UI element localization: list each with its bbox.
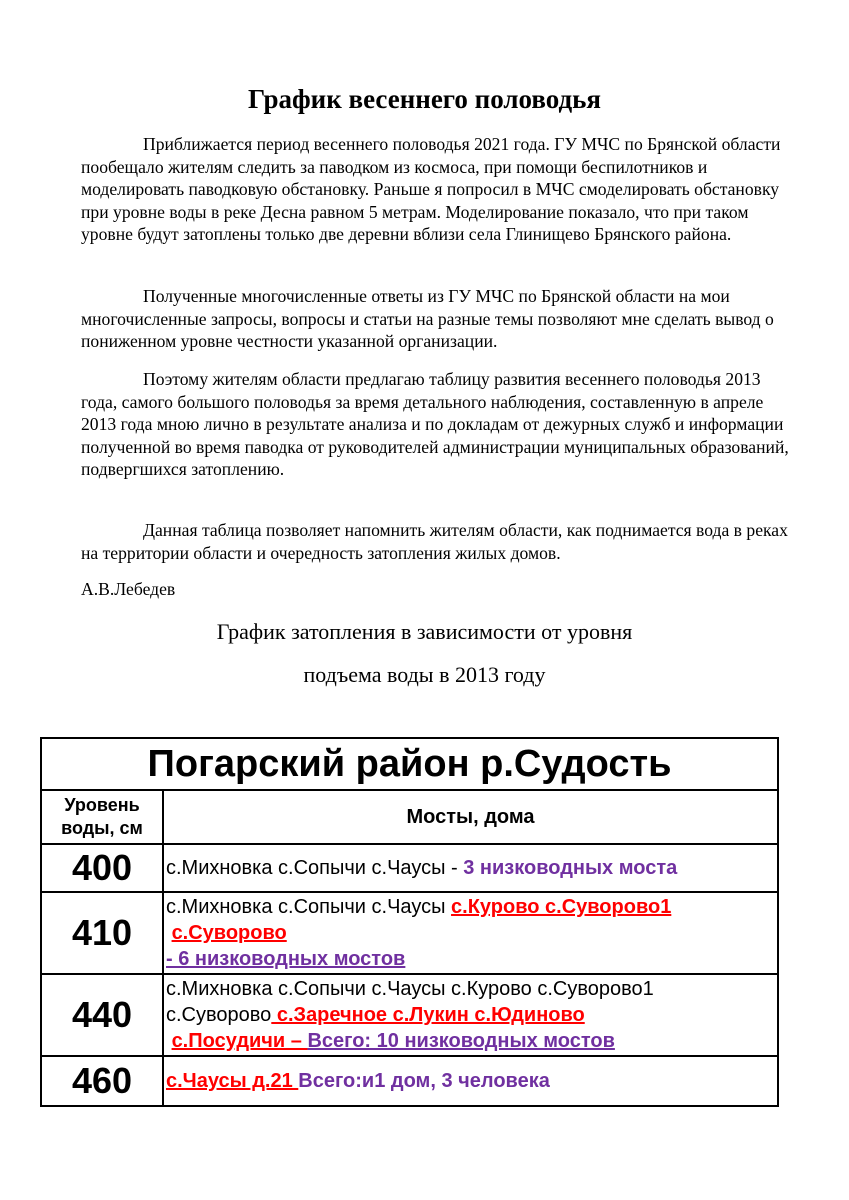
villages-text: с.Михновка с.Сопычи с.Чаусы - — [166, 857, 464, 879]
level-cell: 400 — [41, 844, 163, 892]
level-cell: 440 — [41, 974, 163, 1056]
table-row — [41, 844, 778, 892]
bridge-count-text: Всего: 10 низководных мостов — [307, 1030, 615, 1052]
flooded-villages-text-2: с.Суворово — [171, 922, 287, 944]
paragraph-3 — [81, 368, 791, 481]
villages-text-2: с.Суворово — [166, 1004, 272, 1026]
flood-table — [40, 737, 779, 1107]
villages-text: с.Михновка с.Сопычи с.Чаусы с.Курово с.Суворово1 — [166, 978, 654, 1000]
document-title: График весеннего половодья — [247, 84, 601, 114]
description-cell — [163, 892, 778, 974]
total-text: Всего:и1 дом, 3 человека — [298, 1070, 550, 1092]
flooded-houses-text: с.Чаусы д.21 — [166, 1070, 299, 1092]
column-header-level-line2: воды, см — [61, 818, 143, 838]
table-row — [41, 892, 778, 974]
level-cell: 410 — [41, 892, 163, 974]
table-row — [41, 1056, 778, 1106]
paragraph-4 — [81, 519, 791, 564]
paragraph-2-text: Полученные многочисленные ответы из ГУ МЧС по Брянской области на мои многочисленные запросы, вопросы и статьи на разные темы позволяют мне сделать вывод о пониженном уровне честности указанной организации. — [81, 286, 774, 352]
author-signature: А.В.Лебедев — [81, 579, 176, 599]
paragraph-2 — [81, 285, 791, 353]
paragraph-1-text: Приближается период весеннего половодья 2021 года. ГУ МЧС по Брянской области пообещало жителям следить за паводком из космоса, при помощи беспилотников и моделировать паводковую обстановку. Раньше я попросил в МЧС смоделировать обстановку при уровне воды в реке Десна равном 5 метрам. Моделирование показало, что при таком уровне будут затоплены только две деревни вблизи села Глинищево Брянского района. — [81, 134, 781, 245]
paragraph-3-text: Поэтому жителям области предлагаю таблицу развития весеннего половодья 2013 года, самого большого половодья за время детального наблюдения, составленную в апреле 2013 года мною лично в результате анализа и по докладам от дежурных служб и информации полученной во время паводка от руководителей администрации муниципальных образований, подвергшихся затоплению. — [81, 369, 789, 480]
description-cell — [163, 974, 778, 1056]
table-row — [41, 974, 778, 1056]
flooded-villages-text: с.Курово с.Суворово1 — [451, 896, 672, 918]
column-header-level-line1: Уровень — [64, 795, 140, 815]
paragraph-1 — [81, 133, 791, 246]
column-header-bridges: Мосты, дома — [163, 790, 778, 844]
flooded-villages-text-2: с.Посудичи – — [171, 1030, 308, 1052]
description-cell — [163, 844, 778, 892]
bridge-count-text: 3 низководных моста — [463, 857, 678, 879]
bridge-count-text: - 6 низководных мостов — [166, 948, 406, 970]
paragraph-4-text: Данная таблица позволяет напомнить жителям области, как поднимается вода в реках на территории области и очередность затопления жилых домов. — [81, 520, 788, 563]
villages-text: с.Михновка с.Сопычи с.Чаусы — [166, 896, 452, 918]
level-cell: 460 — [41, 1056, 163, 1106]
table-header: Погарский район р.Судость — [41, 738, 778, 790]
flooded-villages-text: с.Заречное с.Лукин с.Юдиново — [271, 1004, 585, 1026]
table-caption-line-1: График затопления в зависимости от уровня — [216, 619, 633, 644]
description-cell — [163, 1056, 778, 1106]
column-header-level — [41, 790, 163, 844]
table-caption-line-2: подъема воды в 2013 году — [303, 662, 546, 687]
